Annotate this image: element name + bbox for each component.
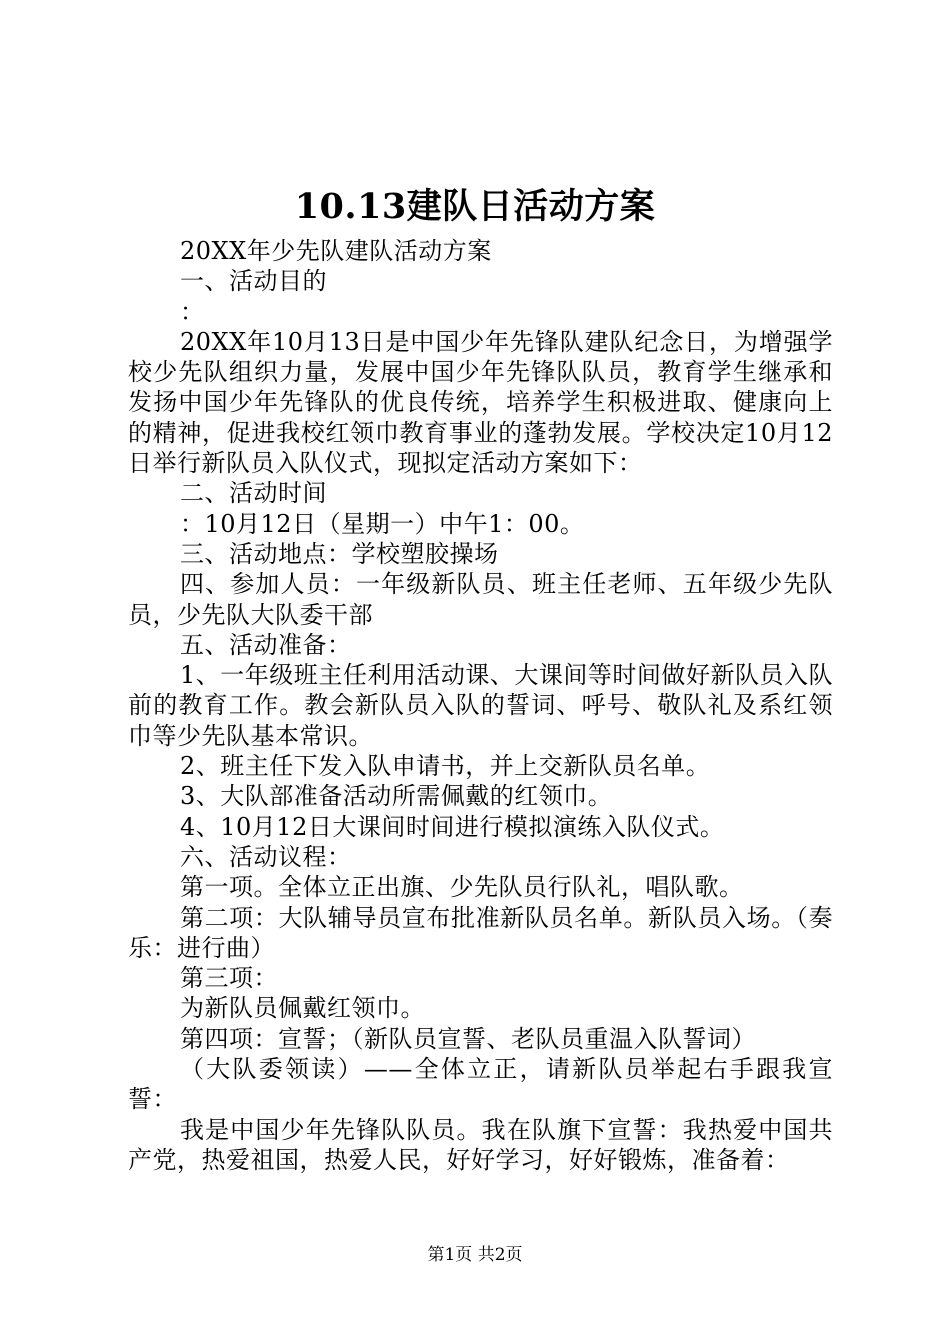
agenda-item-3: 第三项： <box>180 964 278 993</box>
paragraph-purpose: 20XX年10月13日是中国少年先锋队建队纪念日，为增强学校少先队组织力量，发展中国少年先锋队队员，教育学生继承和发扬中国少年先锋队的优良传统，培养学生积极进取、健康向上的精神，促进我校红领巾教育事业的蓬勃发展。学校决定10月12日举行新队员入队仪式，现拟定活动方案如下： <box>128 327 833 478</box>
agenda-item-3-detail: 为新队员佩戴红领巾。 <box>180 994 425 1023</box>
document-body <box>128 236 833 1175</box>
list-item-preparation-4: 4、10月12日大课间时间进行模拟演练入队仪式。 <box>180 812 725 841</box>
section-heading-preparation: 五、活动准备： <box>180 630 352 659</box>
section-heading-purpose: 一、活动目的 <box>180 267 327 296</box>
paragraph-participants: 四、参加人员：一年级新队员、班主任老师、五年级少先队员，少先队大队委干部 <box>128 570 833 629</box>
list-item-preparation-3: 3、大队部准备活动所需佩戴的红领巾。 <box>180 782 613 811</box>
page-footer: 第1页 共2页 <box>427 1245 523 1265</box>
document-title: 10.13建队日活动方案 <box>294 186 656 227</box>
section-heading-location: 三、活动地点：学校塑胶操场 <box>180 539 499 568</box>
agenda-item-4-detail: （大队委领读）——全体立正，请新队员举起右手跟我宣誓： <box>128 1055 833 1114</box>
paragraph-subtitle: 20XX年少先队建队活动方案 <box>180 237 492 265</box>
paragraph-colon: ： <box>180 297 205 326</box>
agenda-item-2: 第二项：大队辅导员宣布批准新队员名单。新队员入场。（奏乐：进行曲） <box>128 903 833 962</box>
section-heading-agenda: 六、活动议程： <box>180 842 352 871</box>
list-item-preparation-1: 1、一年级班主任利用活动课、大课间等时间做好新队员入队前的教育工作。教会新队员入队的誓词、呼号、敬队礼及系红领巾等少先队基本常识。 <box>128 661 833 750</box>
agenda-item-4: 第四项：宣誓；（新队员宣誓、老队员重温入队誓词） <box>180 1024 756 1053</box>
list-item-preparation-2: 2、班主任下发入队申请书，并上交新队员名单。 <box>180 752 711 781</box>
paragraph-time: ：10月12日（星期一）中午1：00。 <box>180 509 585 538</box>
oath-text: 我是中国少年先锋队队员。我在队旗下宣誓：我热爱中国共产党，热爱祖国，热爱人民，好好学习，好好锻炼，准备着： <box>128 1115 833 1174</box>
agenda-item-1: 第一项。全体立正出旗、少先队员行队礼，唱队歌。 <box>180 873 744 902</box>
section-heading-time: 二、活动时间 <box>180 479 327 508</box>
